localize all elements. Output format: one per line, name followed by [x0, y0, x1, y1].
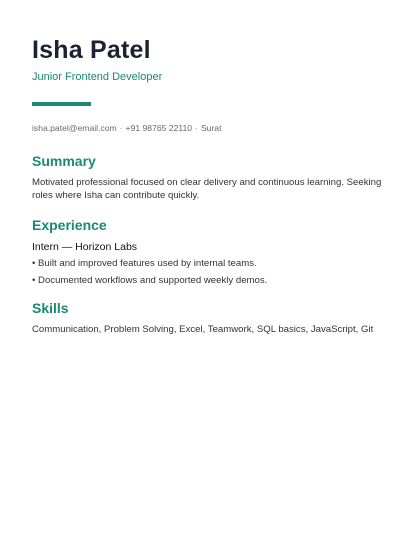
contact-phone[interactable]: +91 98765 22110	[125, 123, 193, 133]
list-item: • Documented workflows and supported weekly demos.	[32, 275, 268, 286]
summary-section	[32, 152, 392, 202]
resume-page	[32, 36, 392, 336]
contact-separator: ·	[119, 123, 123, 133]
contact-city: Surat	[200, 123, 222, 133]
accent-divider	[32, 102, 91, 106]
candidate-role: Junior Frontend Developer	[32, 71, 163, 83]
candidate-name: Isha Patel	[32, 36, 151, 64]
summary-heading: Summary	[32, 153, 96, 169]
contact-email[interactable]: isha.patel@email.com	[32, 123, 117, 133]
experience-heading: Experience	[32, 217, 107, 233]
contact-line	[32, 122, 392, 134]
experience-bullets	[32, 257, 392, 287]
skills-text: Communication, Problem Solving, Excel, Teamwork, SQL basics, JavaScript, Git	[32, 324, 374, 335]
summary-text: Motivated professional focused on clear delivery and continuous learning. Seeking roles where Isha can contribute quickly.	[32, 177, 382, 201]
job-title: Intern — Horizon Labs	[32, 241, 138, 253]
list-item: • Built and improved features used by internal teams.	[32, 258, 257, 269]
experience-section	[32, 216, 392, 287]
skills-section	[32, 299, 392, 336]
contact-separator: ·	[195, 123, 198, 133]
skills-heading: Skills	[32, 300, 69, 316]
